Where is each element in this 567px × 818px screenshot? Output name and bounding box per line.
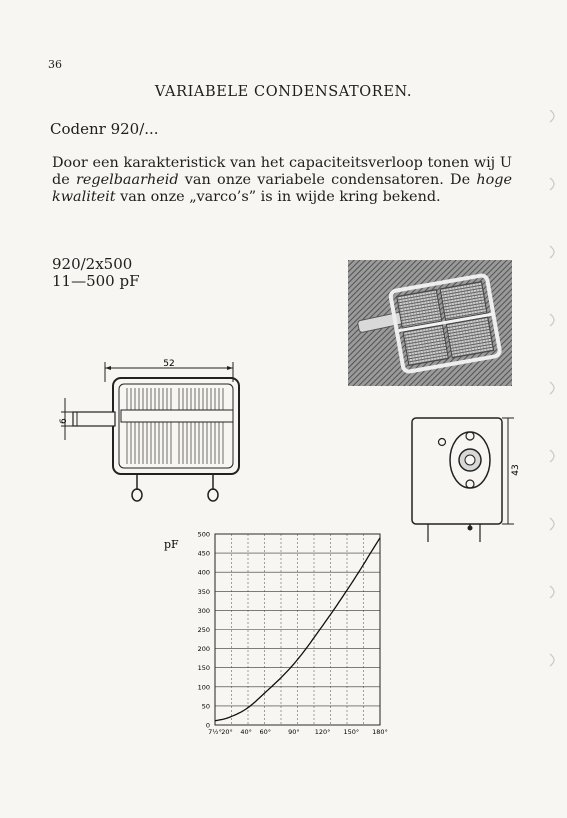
chart-x-tick-label: 90° [288, 728, 300, 736]
chart-x-tick-label: 40° [240, 728, 252, 736]
chart-y-ticks [198, 531, 210, 730]
capacitor-front-drawing [408, 410, 523, 545]
capacitance-chart [160, 528, 400, 742]
page-title: VARIABELE CONDENSATOREN. [154, 84, 413, 100]
model-code: 920/2x500 [52, 255, 133, 273]
chart-x-tick-label: 20° [221, 728, 233, 736]
chart-x-tick-label: 150° [343, 728, 360, 736]
intro-text-3: van onze „varco’s” is in wijde kring bekend. [115, 189, 441, 205]
dimension-height: 43 [511, 464, 521, 476]
binding-marks [546, 110, 566, 700]
chart-y-tick-label: 450 [197, 549, 210, 558]
chart-y-tick-label: 100 [197, 683, 210, 692]
chart-y-tick-label: 300 [197, 606, 210, 615]
intro-emphasis-2: hoge kwaliteit [52, 172, 513, 205]
capacitor-photo [348, 260, 512, 386]
chart-x-tick-label: 7½° [208, 728, 222, 736]
intro-text-1: Door een karakteristick van het capaciteitsverloop tonen wij U de [52, 155, 512, 188]
capacitor-side-drawing [55, 358, 250, 508]
page-number: 36 [48, 58, 62, 71]
chart-y-axis-label: pF [164, 538, 179, 551]
intro-text-2: van onze variabele condensatoren. De [178, 172, 477, 188]
intro-emphasis-1: regelbaarheid [75, 172, 179, 188]
chart-x-tick-label: 120° [314, 728, 331, 736]
dimension-width: 52 [163, 359, 175, 369]
chart-y-tick-label: 350 [197, 587, 210, 596]
chart-y-tick-label: 500 [197, 530, 210, 539]
model-block [52, 256, 140, 290]
dimension-shaft: 6 [59, 418, 69, 424]
chart-y-tick-label: 400 [197, 568, 210, 577]
intro-paragraph [52, 155, 512, 206]
chart-grid [215, 534, 380, 725]
code-number: Codenr 920/... [50, 120, 159, 138]
chart-y-tick-label: 250 [197, 626, 210, 634]
chart-x-tick-label: 180° [372, 728, 388, 736]
chart-y-tick-label: 0 [205, 721, 210, 730]
chart-y-tick-label: 200 [197, 645, 210, 654]
chart-y-tick-label: 50 [201, 702, 210, 711]
model-range: 11—500 pF [52, 272, 140, 290]
chart-x-ticks [208, 728, 388, 736]
chart-x-tick-label: 60° [259, 728, 271, 736]
chart-y-tick-label: 150 [197, 664, 210, 673]
